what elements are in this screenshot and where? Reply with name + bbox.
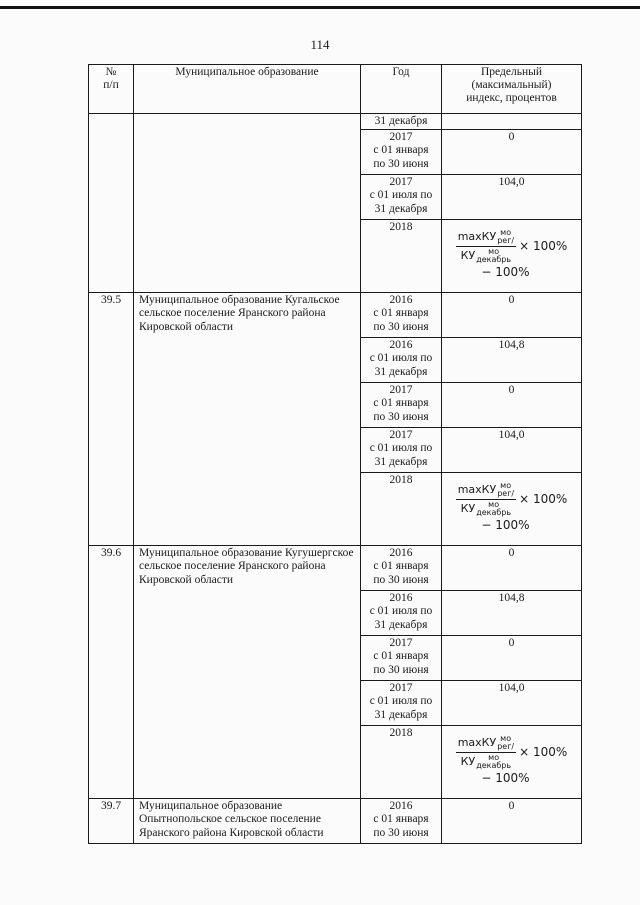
index-value: [442, 114, 582, 130]
formula-fraction: [456, 735, 516, 770]
municipality-name: [134, 114, 361, 293]
top-border-line: [0, 6, 640, 9]
formula-multiplier: × 100%: [519, 491, 568, 506]
index-formula: [445, 229, 578, 280]
header-index: Предельный (максимальный) индекс, процентов: [442, 65, 582, 114]
index-value: 0: [442, 636, 582, 681]
row-number: [89, 114, 134, 293]
page-number: 114: [310, 37, 330, 52]
period-year: 2016 с 01 января по 30 июня: [361, 546, 442, 591]
period-year: 2016 с 01 июля по 31 декабря: [361, 591, 442, 636]
period-year: 2017 с 01 июля по 31 декабря: [361, 175, 442, 220]
index-value: [442, 726, 582, 799]
period-year: 2017 с 01 июля по 31 декабря: [361, 681, 442, 726]
formula-fraction: [456, 229, 516, 264]
index-value: 0: [442, 383, 582, 428]
tariff-index-table: [88, 64, 582, 844]
period-year: 2018: [361, 473, 442, 546]
formula-multiplier: × 100%: [519, 238, 568, 253]
index-formula: [445, 482, 578, 533]
period-year: 2017 с 01 января по 30 июня: [361, 636, 442, 681]
index-value: 104,8: [442, 591, 582, 636]
period-year: 2016 с 01 июля по 31 декабря: [361, 338, 442, 383]
index-value: 0: [442, 293, 582, 338]
row-number: 39.5: [89, 293, 134, 546]
header-num: № п/п: [89, 65, 134, 114]
period-year: 2016 с 01 января по 30 июня: [361, 799, 442, 844]
formula-minus: − 100%: [481, 518, 530, 533]
index-value: [442, 473, 582, 546]
formula-minus: − 100%: [481, 265, 530, 280]
row-number: 39.6: [89, 546, 134, 799]
index-value: 0: [442, 546, 582, 591]
formula-numerator: maxКУ мо рег/: [457, 228, 515, 246]
period-year: 2017 с 01 января по 30 июня: [361, 130, 442, 175]
index-value: 104,8: [442, 338, 582, 383]
period-year: 2018: [361, 726, 442, 799]
index-value: 0: [442, 799, 582, 844]
municipality-name: Муниципальное образование Опытнопольское сельское поселение Яранского района Кировской области: [134, 799, 361, 844]
index-formula: [445, 735, 578, 786]
index-value: 104,0: [442, 175, 582, 220]
formula-numerator: maxКУ мо рег/: [457, 481, 515, 499]
index-value: 0: [442, 130, 582, 175]
formula-fraction: [456, 482, 516, 517]
formula-multiplier: × 100%: [519, 744, 568, 759]
header-municipality: Муниципальное образование: [134, 65, 361, 114]
municipality-name: Муниципальное образование Кугушергское сельское поселение Яранского района Кировской области: [134, 546, 361, 799]
index-value: 104,0: [442, 428, 582, 473]
row-number: 39.7: [89, 799, 134, 844]
period-year: 2018: [361, 220, 442, 293]
period-year: 31 декабря: [361, 114, 442, 130]
table-row: [89, 114, 582, 130]
table-row: [89, 546, 582, 591]
formula-denominator: КУ мо декабрь: [460, 753, 512, 771]
table-header-row: [89, 65, 582, 114]
table-row: [89, 799, 582, 844]
municipality-name: Муниципальное образование Кугальское сельское поселение Яранского района Кировской области: [134, 293, 361, 546]
formula-minus: − 100%: [481, 771, 530, 786]
formula-denominator: КУ мо декабрь: [460, 247, 512, 265]
period-year: 2016 с 01 января по 30 июня: [361, 293, 442, 338]
header-year: Год: [361, 65, 442, 114]
index-value: 104,0: [442, 681, 582, 726]
table-row: [89, 293, 582, 338]
formula-denominator: КУ мо декабрь: [460, 500, 512, 518]
period-year: 2017 с 01 июля по 31 декабря: [361, 428, 442, 473]
period-year: 2017 с 01 января по 30 июня: [361, 383, 442, 428]
index-value: [442, 220, 582, 293]
formula-numerator: maxКУ мо рег/: [457, 734, 515, 752]
